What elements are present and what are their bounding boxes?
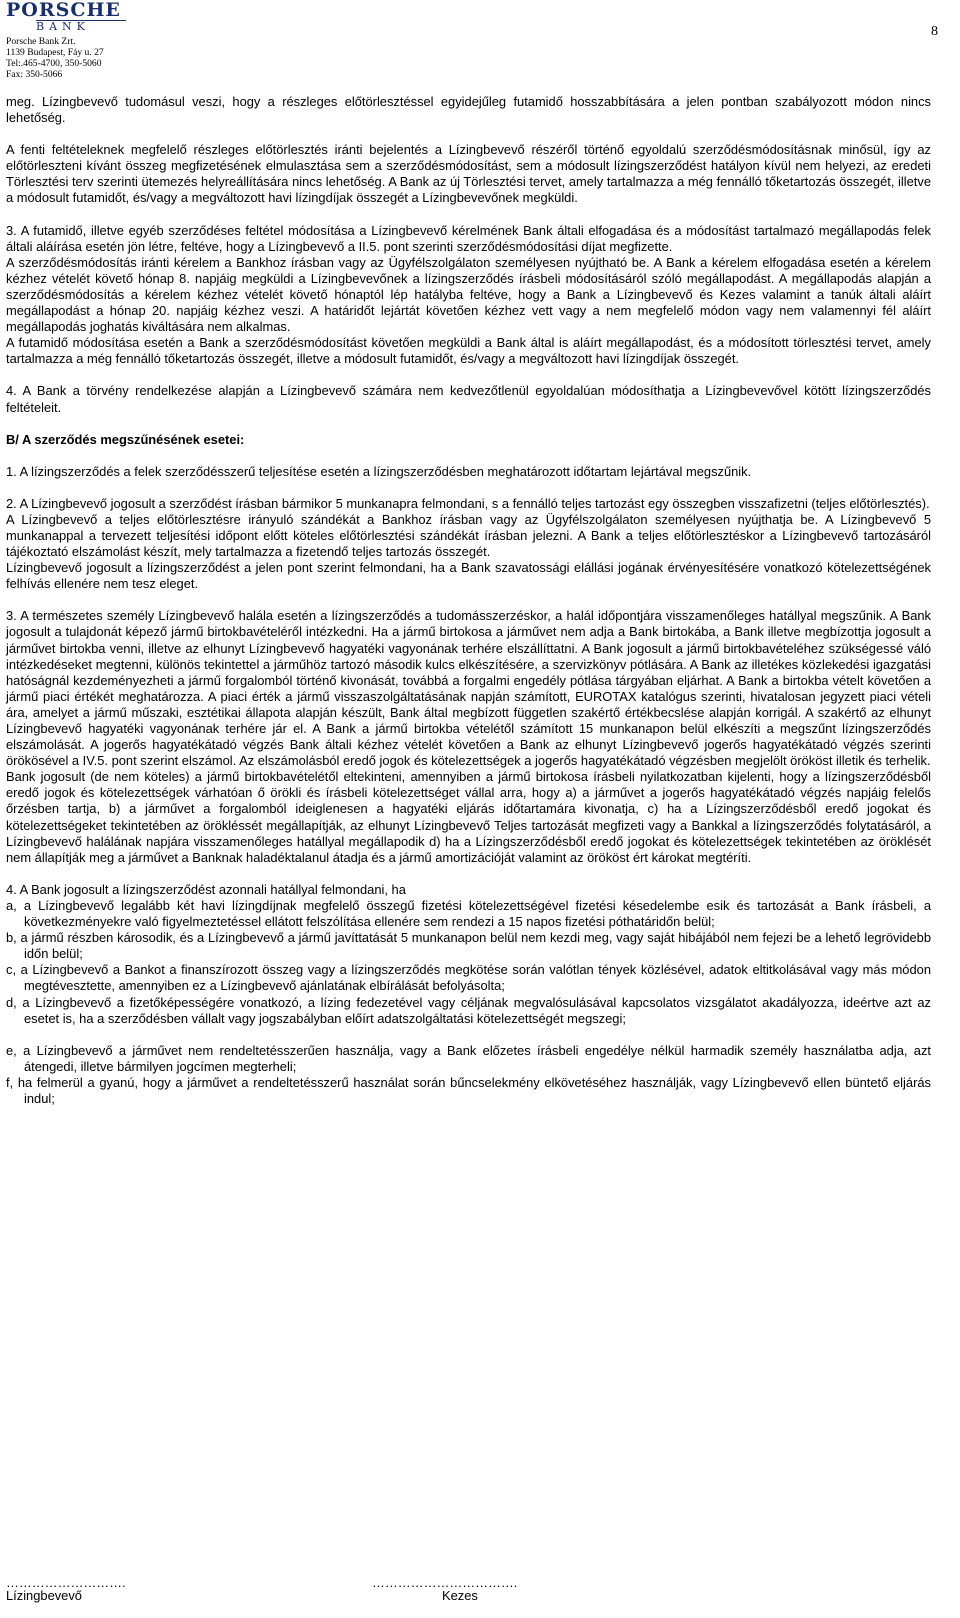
signature-label: Lízingbevevő [6, 1588, 82, 1603]
signature-line: ……………………………. [372, 1575, 518, 1590]
paragraph: A Lízingbevevő a teljes előtörlesztésre irányuló szándékát a Bankhoz írásban vagy az Ügyfélszolgálaton személyesen nyújthatja be. A Lízingbevevő 5 munkanappal a tervezett teljesítési időpont előtt köteles előtörlesztési szándékát írásban jelezni. A Bank a teljes előtörlesztéskor a Lízingbevevő tartozásáról tájékoztató elszámolást készít, mely tartalmazza a fizetendő teljes tartozás összegét. [6, 511, 931, 560]
section-heading: B/ A szerződés megszűnésének esetei: [6, 431, 245, 447]
page-number: 8 [931, 24, 938, 39]
list-item: c, a Lízingbevevő a Bankot a finanszírozott összeg vagy a lízingszerződés megkötése során valótlan tények közlésével, adatok eltitkolásával vagy más módon megtévesztette, amennyiben ez a Lízingbevevő ajánlatának elbírálását befolyásolta; [6, 962, 931, 994]
paragraph: Lízingbevevő jogosult a lízingszerződést a jelen pont szerint felmondani, ha a Bank szavatossági elállási jogának érvényesítésére vonatkozó kötelezettségének felhívás ellenére nem tesz eleget. [6, 560, 931, 592]
bank-address-block [6, 36, 104, 80]
document-body [6, 94, 931, 1107]
signature-lizingbevevo [6, 1575, 126, 1604]
list-item: f, ha felmerül a gyanú, hogy a járművet a rendeltetésszerű használat során bűncselekmény elkövetéséhez használják, vagy Lízingbevevő ellen büntető eljárás indul; [6, 1074, 931, 1106]
signature-label: Kezes [442, 1588, 478, 1603]
paragraph: 3. A természetes személy Lízingbevevő halála esetén a lízingszerződés a tudomásszerzéskor, a halál időpontjára visszamenőleges hatállyal megszűnik. A Bank jogosult a tulajdonát képező jármű birtokbavételéről intézkedni. Ha a jármű birtokosa a járművet nem adja a Bank birtokába, a Bank illetve megbízottja jogosult a járművet birtokba venni, illetve az elhunyt Lízingbevevő hagyatéki vagyonának terhére elszállíttatni. A Bank jogosult a jármű birtokbavételéhez szükségessé váló intézkedéseket megtenni, különös tekintettel a járműhöz tartozó második kulcs elkészítésére, a szervizkönyv pótlására. A Bank az illetékes közlekedési igazgatási hatóságnál kezdeményezheti a jármű forgalomból történő kivonását, továbbá a forgalmi engedély pótlása tárgyában eljárhat. A Bank a birtokba vételt követően a jármű piaci értékét meghatározza. A piaci érték a jármű visszaszolgáltatásának napján számított, EUROTAX katalógus szerinti, hivatalosan jegyzett piaci vételi ára, amelyet a jármű műszaki, esztétikai állapota alapján készült, Bank által megbízott független szakértő értékbecslése alapján korrigál. A szakértő az elhunyt Lízingbevevő hagyatéki vagyonának terhére jár el. A Bank a jármű birtokba vételétől számított 15 munkanapon belül elkészíti a megszűnt lízingszerződés elszámolását. A jogerős hagyatékátadó végzés Bank általi kézhez vételét követően a Bank az elhunyt Lízingbevevő jogerős hagyatékátadó végzés szerinti örökösével a IV.5. pont szerint elszámol. Az elszámolásból eredő jogok és kötelezettségek a jogerős hagyatékátadó végzésben megjelölt örököst illetik és terhelik. [6, 608, 931, 769]
address-line: Fax: 350-5066 [6, 69, 63, 80]
address-line: Porsche Bank Zrt. [6, 36, 76, 47]
signature-kezes [372, 1575, 518, 1604]
list-item: a, a Lízingbevevő legalább két havi lízingdíjnak megfelelő összegű fizetési kötelezettségével fizetési késedelembe esik és tartozását a Bank írásbeli, a következményekre való figyelmeztetéssel ellátott felszólítása ellenére sem rendezi a 15 napos fizetési póthatáridőn belül; [6, 897, 931, 930]
logo-subtitle: BANK [36, 20, 126, 33]
paragraph: 2. A Lízingbevevő jogosult a szerződést írásban bármikor 5 munkanapra felmondani, s a fennálló teljes tartozást egy összegben visszafizetni (teljes előtörlesztés). [6, 495, 930, 511]
paragraph: 4. A Bank jogosult a lízingszerződést azonnali hatállyal felmondani, ha [6, 881, 406, 897]
logo-wordmark: PORSCHE [6, 0, 121, 21]
list-item: d, a Lízingbevevő a fizetőképességére vonatkozó, a lízing fedezetével vagy céljának megvalósulásával kapcsolatos vizsgálatot akadályozza, ideértve azt az esetet is, ha a szerződésben vállalt vagy jogszabályban előírt adatszolgáltatási kötelezettségét megszegi; [6, 994, 931, 1026]
paragraph: A futamidő módosítása esetén a Bank a szerződésmódosítást követően megküldi a Bank által is aláírt megállapodást, és a módosított törlesztési tervet, amely tartalmazza a még fennálló tőketartozás összegét, illetve a módosult futamidőt, és/vagy a megváltozott havi lízingdíjak összegét. [6, 335, 931, 367]
paragraph: A fenti feltételeknek megfelelő részleges előtörlesztés iránti bejelentés a Lízingbevevő részéről történő egyoldalú szerződésmódosításnak minősül, így az előtörleszteni kívánt összeg megfizetésének elmulasztása sem a szerződésmódosítást, sem a módosult lízingszerződést hatályon kívül nem helyezi, az eredeti Törlesztési terv szerinti ütemezés helyreállítására nincs lehetőség. A Bank az új Törlesztési tervet, amely tartalmazza a még fennálló tőketartozás összegét, illetve a módosult futamidőt, és/vagy a megváltozott havi lízingdíjak összegét a Lízingbevevőnek megküldi. [6, 142, 931, 206]
signature-line: ………………………. [6, 1575, 126, 1590]
paragraph: 4. A Bank a törvény rendelkezése alapján a Lízingbevevő számára nem kedvezőtlenül egyoldalúan módosíthatja a Lízingbevevővel kötött lízingszerződés feltételeit. [6, 383, 931, 415]
paragraph: 3. A futamidő, illetve egyéb szerződéses feltétel módosítása a Lízingbevevő kérelmének Bank általi elfogadása és a módosítást tartalmazó megállapodás felek általi aláírása esetén jön létre, feltéve, hogy a Lízingbevevő a II.5. pont szerinti szerződésmódosítási díjat megfizette. [6, 222, 931, 254]
porsche-bank-logo [6, 0, 126, 33]
paragraph: meg. Lízingbevevő tudomásul veszi, hogy a részleges előtörlesztéssel egyidejűleg futamidő hosszabbítására a jelen pontban szabályozott módon nincs lehetőség. [6, 94, 931, 126]
list-item: b, a jármű részben károsodik, és a Lízingbevevő a jármű javíttatását 5 munkanapon belül nem kezdi meg, vagy saját hibájából nem fejezi be a lehető legrövidebb időn belül; [6, 930, 931, 962]
paragraph: 1. A lízingszerződés a felek szerződésszerű teljesítése esetén a lízingszerződésben meghatározott időtartam lejártával megszűnik. [6, 463, 752, 479]
paragraph: Bank jogosult (de nem köteles) a jármű birtokbavételétől eltekinteni, amennyiben a jármű birtokosa írásbeli nyilatkozatban kijelenti, hogy a lízingszerződésből eredő jogok és kötelezettségek várhatóan ő örökli és írásbeli kötelezettséget vállal arra, hogy a) a járművet a jogerős hagyatékátadó végzés napjáig felelős őrzésben tartja, b) a járművet a forgalomból ideiglenesen a hagyatéki eljárás időtartamára kivonatja, c) ha a Lízingszerződésből eredő jogokat és kötelezettségeket tekintetében az örökléssét megállapítják, az elhunyt Lízingbevevő Teljes tartozását megfizeti vagy a Bankkal a lízingszerződés folytatásáról, a Lízingbevevő halálának napjára visszamenőleges hatállyal megállapodik d) ha a Lízingszerződésből eredő jogokat és kötelezettségek tekintetében az öröklését nem állapítják meg a járművet a Banknak haladéktalanul átadja és a jármű amortizációját valamint az örököst ért károkat megtéríti. [6, 769, 931, 865]
list-item: e, a Lízingbevevő a járművet nem rendeltetésszerűen használja, vagy a Bank előzetes írásbeli engedélye nélkül harmadik személy használatba adja, azt átengedi, illetve bármilyen jogcímen megterheli; [6, 1042, 931, 1074]
paragraph: A szerződésmódosítás iránti kérelem a Bankhoz írásban vagy az Ügyfélszolgálaton személyesen nyújtható be. A Bank a kérelem elfogadása esetén a kérelem kézhez vételét követő hónap 8. napjáig megküldi a Lízingbevevőnek a lízingszerződés írásbeli módosításáról szóló megállapodást. A megállapodás alapján a szerződésmódosítás a kérelem kézhez vételét követő hónaptól lép hatályba feltéve, hogy a Bank a Lízingbevevő és Kezes valamint a tanúk általi aláírt megállapodást a hónap 20. napjáig kézhez veszi. A határidőt lejártát követően kézhez vett vagy a nem megfelelő módon vagy nem valamennyi fél aláírt megállapodás joghatás kiváltására nem alkalmas. [6, 254, 931, 335]
address-line: Tel:.465-4700, 350-5060 [6, 58, 102, 69]
address-line: 1139 Budapest, Fáy u. 27 [6, 47, 104, 58]
